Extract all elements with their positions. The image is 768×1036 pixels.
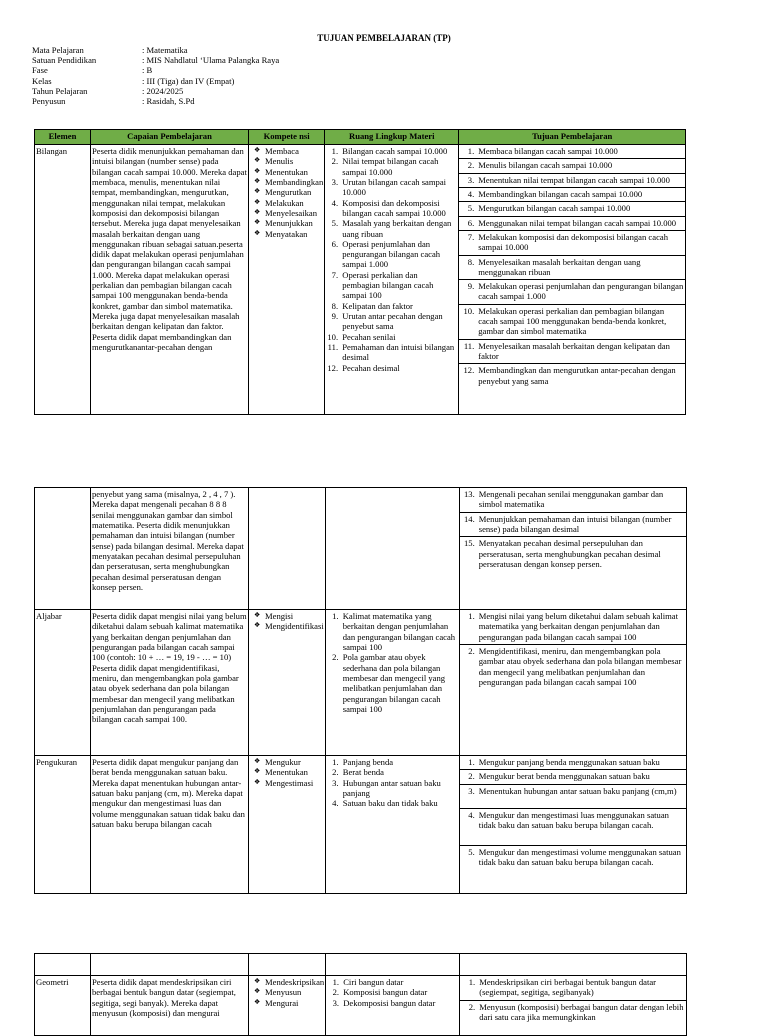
header-kompetensi: Kompete nsi — [249, 130, 325, 145]
meta-value: : 2024/2025 — [142, 85, 184, 96]
tp-number: 6. — [467, 217, 475, 228]
tp-item — [460, 513, 686, 538]
tp-text: Mengukur berat benda menggunakan satuan baku — [478, 771, 650, 782]
list-item: 9. Urutan antar pecahan dengan penyebut sama — [340, 311, 457, 332]
tp-item — [460, 846, 686, 870]
tp-text: Menyelesaikan masalah berkaitan dengan kelipatan dan faktor — [478, 340, 670, 361]
tp-number: 2. — [468, 645, 475, 656]
tp-number: 1. — [468, 757, 475, 767]
table-row — [35, 756, 687, 894]
tp-item — [459, 280, 685, 305]
header-elemen: Elemen — [35, 130, 91, 145]
header-materi: Ruang Lingkup Materi — [325, 130, 459, 145]
tp-text: Menggunakan nilai tempat bilangan cacah sampai 10.000 — [478, 217, 677, 228]
tp-list — [460, 488, 686, 571]
tp-list — [460, 976, 686, 1024]
cp-cell: Peserta didik dapat mengisi nilai yang belum diketahui dalam sebuah kalimat matematika yang berkaitan dengan penjumlahan dan pengurangan pada bilangan cacah sampai 100 (contoh: 10 + … = 19, 19 - … = 10) Peserta didik dapat mengidentifikasi, meniru, dan mengembangkan pola gambar atau obyek sederhana dan pola bilangan membesar dan mengecil yang melibatkan penjumlahan dan pengurangan pada bilangan cacah sampai 100. — [91, 610, 249, 756]
tp-text: Membandingkan bilangan cacah sampai 10.000 — [478, 188, 643, 199]
tp-item — [459, 202, 685, 216]
tp-text: Menyusun (komposisi) berbagai bangun datar dengan lebih dari satu cara jika memungkinkan — [479, 1001, 684, 1022]
tp-number: 5. — [467, 203, 475, 214]
tp-table-part-1 — [34, 129, 686, 415]
table-row — [35, 488, 687, 610]
tp-item — [460, 756, 686, 770]
tp-cell — [460, 954, 687, 976]
meta-label: Penyusun — [32, 95, 66, 106]
tp-item — [460, 1001, 686, 1025]
tp-list — [460, 756, 686, 869]
tp-text: Mengidentifikasi, meniru, dan mengembangkan pola gambar atau obyek sederhana dan pola bilangan membesar dan mengecil yang melibatkan penjumlahan dan pengurangan pada bilangan cacah sampai 100 — [478, 645, 682, 687]
tp-item — [459, 305, 685, 340]
elemen-cell: Bilangan — [35, 145, 91, 415]
tp-text: Mengukur dan mengestimasi volume menggunakan satuan tidak baku dan satuan baku berupa bilangan cacah. — [478, 846, 681, 867]
list-item: 1. Panjang benda — [341, 757, 458, 767]
list-item: ❖ Mengisi — [254, 611, 324, 621]
list-item: 2. Nilai tempat bilangan cacah sampai 10.000 — [340, 156, 457, 177]
tp-text: Mendeskripsikan ciri berbagai bentuk bangun datar (segiempat, segitiga, segibanyak) — [479, 977, 657, 998]
materi-list — [327, 757, 458, 809]
kompetensi-cell — [249, 145, 325, 415]
meta-label: Fase — [32, 65, 48, 76]
table-row — [35, 145, 686, 415]
tp-number: 2. — [468, 771, 475, 782]
tp-number: 14. — [463, 513, 475, 524]
tp-text: Menentukan nilai tempat bilangan cacah sampai 10.000 — [478, 174, 670, 185]
meta-value: : B — [142, 65, 153, 76]
tp-item — [459, 217, 685, 231]
tp-number: 4. — [468, 809, 475, 820]
table-row — [35, 610, 687, 756]
kompetensi-list — [250, 977, 324, 1008]
tp-list — [459, 145, 685, 388]
meta-row — [32, 65, 279, 75]
list-item: 2. Pola gambar atau obyek sederhana dan pola bilangan membesar dan mengecil yang melibatkan penjumlahan dan pengurangan bilangan cacah sampai 100 — [341, 652, 458, 714]
elemen-cell: Geometri — [35, 976, 91, 1036]
list-item: ❖ Menentukan — [254, 167, 323, 177]
tp-text: Melakukan komposisi dan dekomposisi bilangan cacah sampai 10.000 — [478, 231, 668, 253]
tp-text: Menentukan hubungan antar satuan baku panjang (cm,m) — [478, 785, 677, 796]
tp-number: 8. — [467, 256, 475, 267]
list-item: 12. Pecahan desimal — [340, 363, 457, 373]
tp-cell — [459, 756, 686, 894]
tp-item — [459, 256, 685, 281]
list-item: 1. Ciri bangun datar — [341, 977, 458, 987]
meta-row — [32, 45, 279, 55]
header-tp: Tujuan Pembelajaran — [459, 130, 686, 145]
list-item: 2. Berat benda — [341, 767, 458, 777]
tp-item — [459, 364, 685, 388]
tp-item — [460, 488, 686, 513]
tp-number: 5. — [468, 846, 475, 857]
list-item: ❖ Menyusun — [254, 987, 324, 997]
tp-text: Mengisi nilai yang belum diketahui dalam sebuah kalimat matematika yang berkaitan dengan penjumlahan dan pengurangan pada bilangan cacah sampai 100 — [478, 611, 678, 642]
materi-cell — [325, 756, 459, 894]
list-item: ❖ Menentukan — [254, 767, 324, 777]
list-item: ❖ Mengukur — [254, 757, 324, 767]
tp-item — [459, 340, 685, 365]
elemen-cell — [35, 954, 91, 976]
tp-list — [460, 610, 686, 689]
tp-number: 11. — [463, 340, 475, 351]
list-item: 1. Kalimat matematika yang berkaitan dengan penjumlahan dan pengurangan bilangan cacah sampai 100 — [341, 611, 458, 652]
materi-cell — [325, 610, 459, 756]
tp-number: 7. — [467, 231, 475, 242]
meta-label: Satuan Pendidikan — [32, 55, 97, 66]
kompetensi-list — [250, 757, 324, 788]
kompetensi-list — [250, 611, 324, 632]
tp-text: Menunjukkan pemahaman dan intuisi bilangan (number sense) pada bilangan desimal — [478, 513, 672, 534]
cp-cell: Peserta didik dapat mendeskripsikan ciri berbagai bentuk bangun datar (segiempat, segitiga, segi banyak). Mereka dapat menyusun (komposisi) dan mengurai — [91, 976, 249, 1036]
tp-table-part-2 — [34, 487, 687, 894]
list-item: 3. Dekomposisi bangun datar — [341, 998, 458, 1008]
tp-cell — [460, 976, 687, 1036]
materi-list — [326, 146, 457, 373]
tp-number: 12. — [463, 365, 475, 376]
tp-number: 1. — [468, 977, 476, 987]
cp-cell — [91, 954, 249, 976]
tp-item — [459, 145, 685, 159]
list-item: 10. Pecahan senilai — [340, 332, 457, 342]
tp-item — [459, 174, 685, 188]
tp-text: Menyatakan pecahan desimal persepuluhan dan perseratusan, serta menghubungkan pecahan desimal perseratusan dengan konsep persen. — [478, 538, 661, 569]
meta-row — [32, 96, 279, 106]
tp-item — [460, 770, 686, 784]
tp-text: Melakukan operasi penjumlahan dan pengurangan bilangan cacah sampai 1.000 — [478, 281, 684, 302]
materi-list — [327, 977, 458, 1008]
tp-cell — [459, 488, 686, 610]
list-item: ❖ Mengurai — [254, 998, 324, 1008]
tp-item — [460, 809, 686, 846]
tp-text: Mengukur panjang benda menggunakan satuan baku — [478, 757, 660, 767]
document-title: TUJUAN PEMBELAJARAN (TP) — [317, 33, 451, 43]
meta-value: : Rasidah, S.Pd — [142, 95, 195, 106]
meta-row — [32, 86, 279, 96]
elemen-cell: Pengukuran — [35, 756, 91, 894]
tp-number: 9. — [467, 281, 475, 292]
meta-value: : MIS Nahdlatul ‘Ulama Palangka Raya — [142, 55, 280, 66]
tp-text: Mengukur dan mengestimasi luas menggunakan satuan tidak baku dan satuan baku berupa bilangan cacah. — [478, 809, 669, 831]
tp-item — [459, 231, 685, 256]
tp-item — [460, 645, 686, 689]
tp-text: Menulis bilangan cacah sampai 10.000 — [478, 160, 613, 171]
meta-row — [32, 76, 279, 86]
list-item: ❖ Mengidentifikasi — [254, 621, 324, 631]
list-item: ❖ Menunjukkan — [254, 218, 323, 228]
materi-cell — [325, 145, 459, 415]
materi-list — [327, 611, 458, 714]
list-item: 5. Masalah yang berkaitan dengan uang ribuan — [340, 218, 457, 239]
meta-row — [32, 55, 279, 65]
kompetensi-cell — [249, 976, 326, 1036]
tp-text: Membaca bilangan cacah sampai 10.000 — [478, 146, 618, 156]
header-cp: Capaian Pembelajaran — [91, 130, 249, 145]
list-item: 2. Komposisi bangun datar — [341, 987, 458, 997]
tp-cell — [459, 610, 686, 756]
list-item: ❖ Menulis — [254, 156, 323, 166]
list-item: ❖ Menyatakan — [254, 229, 323, 239]
list-item: 4. Komposisi dan dekomposisi bilangan cacah sampai 10.000 — [340, 198, 457, 219]
elemen-cell: Aljabar — [35, 610, 91, 756]
tp-item — [459, 159, 685, 173]
tp-cell — [459, 145, 686, 415]
list-item: ❖ Melakukan — [254, 198, 323, 208]
elemen-cell — [35, 488, 91, 610]
tp-text: Membandingkan dan mengurutkan antar-pecahan dengan penyebut yang sama — [478, 365, 676, 386]
table-row — [35, 954, 687, 976]
kompetensi-cell — [249, 488, 326, 610]
meta-value: : Matematika — [142, 45, 188, 55]
tp-item — [460, 785, 686, 809]
list-item: ❖ Mengurutkan — [254, 187, 323, 197]
table-header-row — [35, 130, 686, 145]
tp-text: Menyelesaikan masalah berkaitan dengan uang menggunakan ribuan — [478, 256, 641, 277]
kompetensi-cell — [249, 610, 326, 756]
list-item: 7. Operasi perkalian dan pembagian bilangan cacah sampai 100 — [340, 270, 457, 301]
kompetensi-cell — [249, 756, 326, 894]
tp-number: 2. — [467, 160, 475, 171]
tp-item — [460, 537, 686, 571]
tp-number: 4. — [467, 188, 475, 199]
list-item: 4. Satuan baku dan tidak baku — [341, 798, 458, 808]
materi-cell — [326, 954, 460, 976]
list-item: ❖ Membaca — [254, 146, 323, 156]
tp-number: 10. — [463, 305, 475, 316]
list-item: 8. Kelipatan dan faktor — [340, 301, 457, 311]
tp-text: Mengurutkan bilangan cacah sampai 10.000 — [478, 203, 631, 214]
meta-label: Mata Pelajaran — [32, 45, 84, 55]
meta-info — [32, 45, 279, 106]
tp-number: 1. — [468, 611, 475, 621]
cp-cell: Peserta didik menunjukkan pemahaman dan intuisi bilangan (number sense) pada bilangan cacah sampai 10.000. Mereka dapat membaca, menulis, menentukan nilai tempat, membandingkan, mengurutkan, menggunakan nilai tempat, melakukan komposisi dan dekomposisi bilangan tersebut. Mereka juga dapat menyelesaikan masalah berkaitan dengan uang menggunakan ribuan sebagai satuan.peserta didik dapat melakukan operasi penjumlahan dan pengurangan bilangan cacah sampai 1.000. Mereka dapat melakukan operasi perkalian dan pembagian bilangan cacah sampai 100 menggunakan benda-benda konkret, gambar dan simbol matematika. Mereka juga dapat menyelesaikan masalah berkaitan dengan kelipatan dan faktor. Peserta didik dapat membandingkan dan mengurutkanantar-pecahan dengan — [91, 145, 249, 415]
list-item: ❖ Menyelesaikan — [254, 208, 323, 218]
tp-text: Melakukan operasi perkalian dan pembagian bilangan cacah sampai 100 menggunakan benda-benda konkret, gambar dan simbol matematika — [478, 305, 667, 337]
list-item: 6. Operasi penjumlahan dan pengurangan bilangan cacah sampai 1.000 — [340, 239, 457, 270]
meta-value: : III (Tiga) dan IV (Empat) — [142, 75, 235, 86]
tp-number: 13. — [463, 489, 475, 499]
tp-number: 3. — [468, 785, 475, 796]
tp-number: 3. — [467, 174, 475, 185]
list-item: 3. Urutan bilangan cacah sampai 10.000 — [340, 177, 457, 198]
meta-label: Kelas — [32, 75, 52, 86]
list-item: 1. Bilangan cacah sampai 10.000 — [340, 146, 457, 156]
tp-number: 2. — [468, 1001, 476, 1012]
table-row — [35, 976, 687, 1036]
tp-item — [459, 188, 685, 202]
cp-cell: penyebut yang sama (misalnya, 2 , 4 , 7 ). Mereka dapat mengenali pecahan 8 8 8 senilai menggunakan gambar dan simbol matematika. Peserta didik menunjukkan pemahaman dan intuisi bilangan (number sense) pada bilangan desimal. Mereka dapat menyatakan pecahan desimal persepuluhan dan perseratusan, serta menghubungkan pecahan desimal perseratusan dengan konsep persen. — [91, 488, 249, 610]
list-item: 3. Hubungan antar satuan baku panjang — [341, 778, 458, 799]
tp-text: Mengenali pecahan senilai menggunakan gambar dan simbol matematika — [478, 489, 664, 510]
list-item: ❖ Membandingkan — [254, 177, 323, 187]
tp-item — [460, 976, 686, 1001]
meta-label: Tahun Pelajaran — [32, 85, 88, 96]
cp-cell: Peserta didik dapat mengukur panjang dan berat benda menggunakan satuan baku. Mereka dapat menentukan hubungan antar-satuan baku panjang (cm, m). Mereka dapat mengukur dan mengestimasi luas dan volume menggunakan satuan tidak baku dan satuan baku berupa bilangan cacah — [91, 756, 249, 894]
list-item: ❖ Mendeskripsikan — [254, 977, 324, 987]
kompetensi-list — [250, 146, 323, 239]
list-item: ❖ Mengestimasi — [254, 778, 324, 788]
list-item: 11. Pemahaman dan intuisi bilangan desimal — [340, 342, 457, 363]
kompetensi-cell — [249, 954, 326, 976]
materi-cell — [326, 976, 460, 1036]
tp-number: 15. — [463, 538, 475, 549]
materi-cell — [325, 488, 459, 610]
tp-number: 1. — [467, 146, 475, 156]
tp-item — [460, 610, 686, 645]
